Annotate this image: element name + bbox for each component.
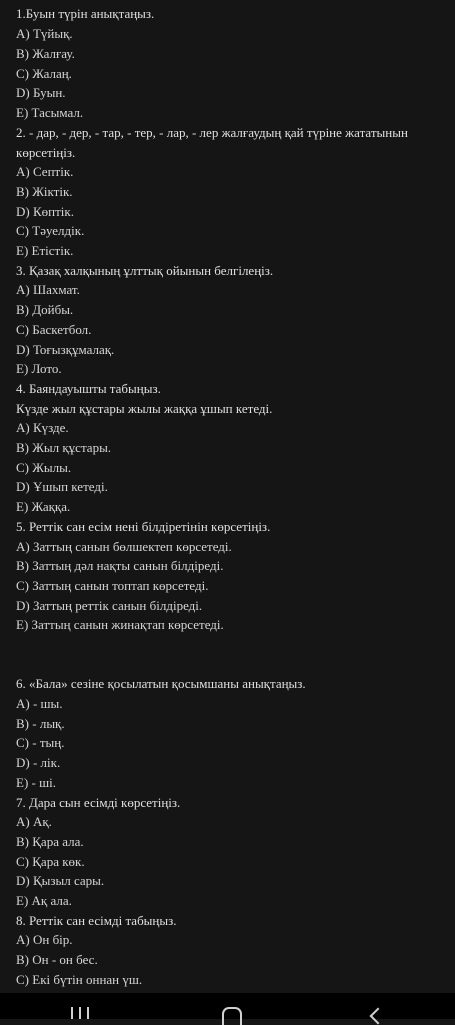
question-3-option-b: B) Дойбы. — [16, 302, 74, 317]
system-navigation-bar — [0, 993, 455, 1019]
question-5-option-a: A) Заттың санын бөлшектеп көрсетеді. — [16, 539, 232, 554]
question-4-option-e: E) Жаққа. — [16, 499, 71, 514]
question-1-option-b: B) Жалғау. — [16, 46, 75, 61]
question-8: 8. Реттік сан есімді табыңыз. — [16, 913, 177, 928]
question-5-option-c: C) Заттың санын топтап көрсетеді. — [16, 578, 209, 593]
question-5-option-e: E) Заттың санын жинақтап көрсетеді. — [16, 617, 224, 632]
question-7-option-a: A) Ақ. — [16, 814, 52, 829]
question-3: 3. Қазақ халқының ұлттық ойынын белгілеңіз. — [16, 263, 274, 278]
question-7-option-b: B) Қара ала. — [16, 834, 84, 849]
question-1-option-d: D) Буын. — [16, 85, 66, 100]
home-icon[interactable] — [222, 1007, 242, 1025]
question-2-option-d: D) Көптік. — [16, 204, 74, 219]
question-7-option-c: C) Қара көк. — [16, 854, 85, 869]
question-8-option-c: C) Екі бүтін оннан үш. — [16, 972, 143, 987]
question-4-option-a: A) Күзде. — [16, 420, 69, 435]
question-5-option-b: B) Заттың дәл нақты санын білдіреді. — [16, 558, 224, 573]
question-7: 7. Дара сын есімді көрсетіңіз. — [16, 795, 181, 810]
question-2-option-c: C) Тәуелдік. — [16, 223, 85, 238]
question-2: 2. - дар, - дер, - тар, - тер, - лар, - лер жалғаудың қай түріне жататынын — [16, 125, 408, 140]
question-4-option-c: C) Жылы. — [16, 460, 72, 475]
question-2-option-b: B) Жіктік. — [16, 184, 73, 199]
question-1: 1.Буын түрін анықтаңыз. — [16, 6, 155, 21]
back-icon[interactable] — [370, 1008, 387, 1025]
question-4: 4. Баяндауышты табыңыз. — [16, 381, 161, 396]
question-1-option-e: E) Тасымал. — [16, 105, 84, 120]
question-3-option-a: A) Шахмат. — [16, 282, 80, 297]
question-3-option-e: E) Лото. — [16, 361, 62, 376]
question-6-option-d: D) - лік. — [16, 755, 61, 770]
question-2-option-a: A) Септік. — [16, 164, 74, 179]
question-6: 6. «Бала» сезіне қосылатын қосымшаны анықтаңыз. — [16, 676, 306, 691]
recent-apps-icon[interactable] — [71, 1007, 95, 1019]
question-8-option-a: A) Он бір. — [16, 932, 73, 947]
question-7-option-d: D) Қызыл сары. — [16, 873, 105, 888]
question-5: 5. Реттік сан есім нені білдіретінін көрсетіңіз. — [16, 519, 271, 534]
question-6-option-a: A) - шы. — [16, 696, 63, 711]
question-6-option-e: E) - ші. — [16, 775, 56, 790]
question-2-option-e: E) Етістік. — [16, 243, 74, 258]
question-4-option-d: D) Ұшып кетеді. — [16, 479, 108, 494]
question-4-sentence: Күзде жыл құстары жылы жаққа ұшып кетеді. — [16, 401, 273, 416]
question-3-option-c: C) Баскетбол. — [16, 322, 92, 337]
question-3-option-d: D) Тоғызқұмалақ. — [16, 342, 115, 357]
question-2-continuation: көрсетіңіз. — [16, 145, 76, 160]
question-6-option-c: C) - тың. — [16, 735, 65, 750]
question-1-option-c: C) Жалаң. — [16, 66, 72, 81]
question-6-option-b: B) - лық. — [16, 716, 65, 731]
question-8-option-b: B) Он - он бес. — [16, 952, 98, 967]
question-1-option-a: A) Түйық. — [16, 26, 73, 41]
question-5-option-d: D) Заттың реттік санын білдіреді. — [16, 598, 203, 613]
question-4-option-b: B) Жыл құстары. — [16, 440, 112, 455]
question-7-option-e: E) Ақ ала. — [16, 893, 72, 908]
